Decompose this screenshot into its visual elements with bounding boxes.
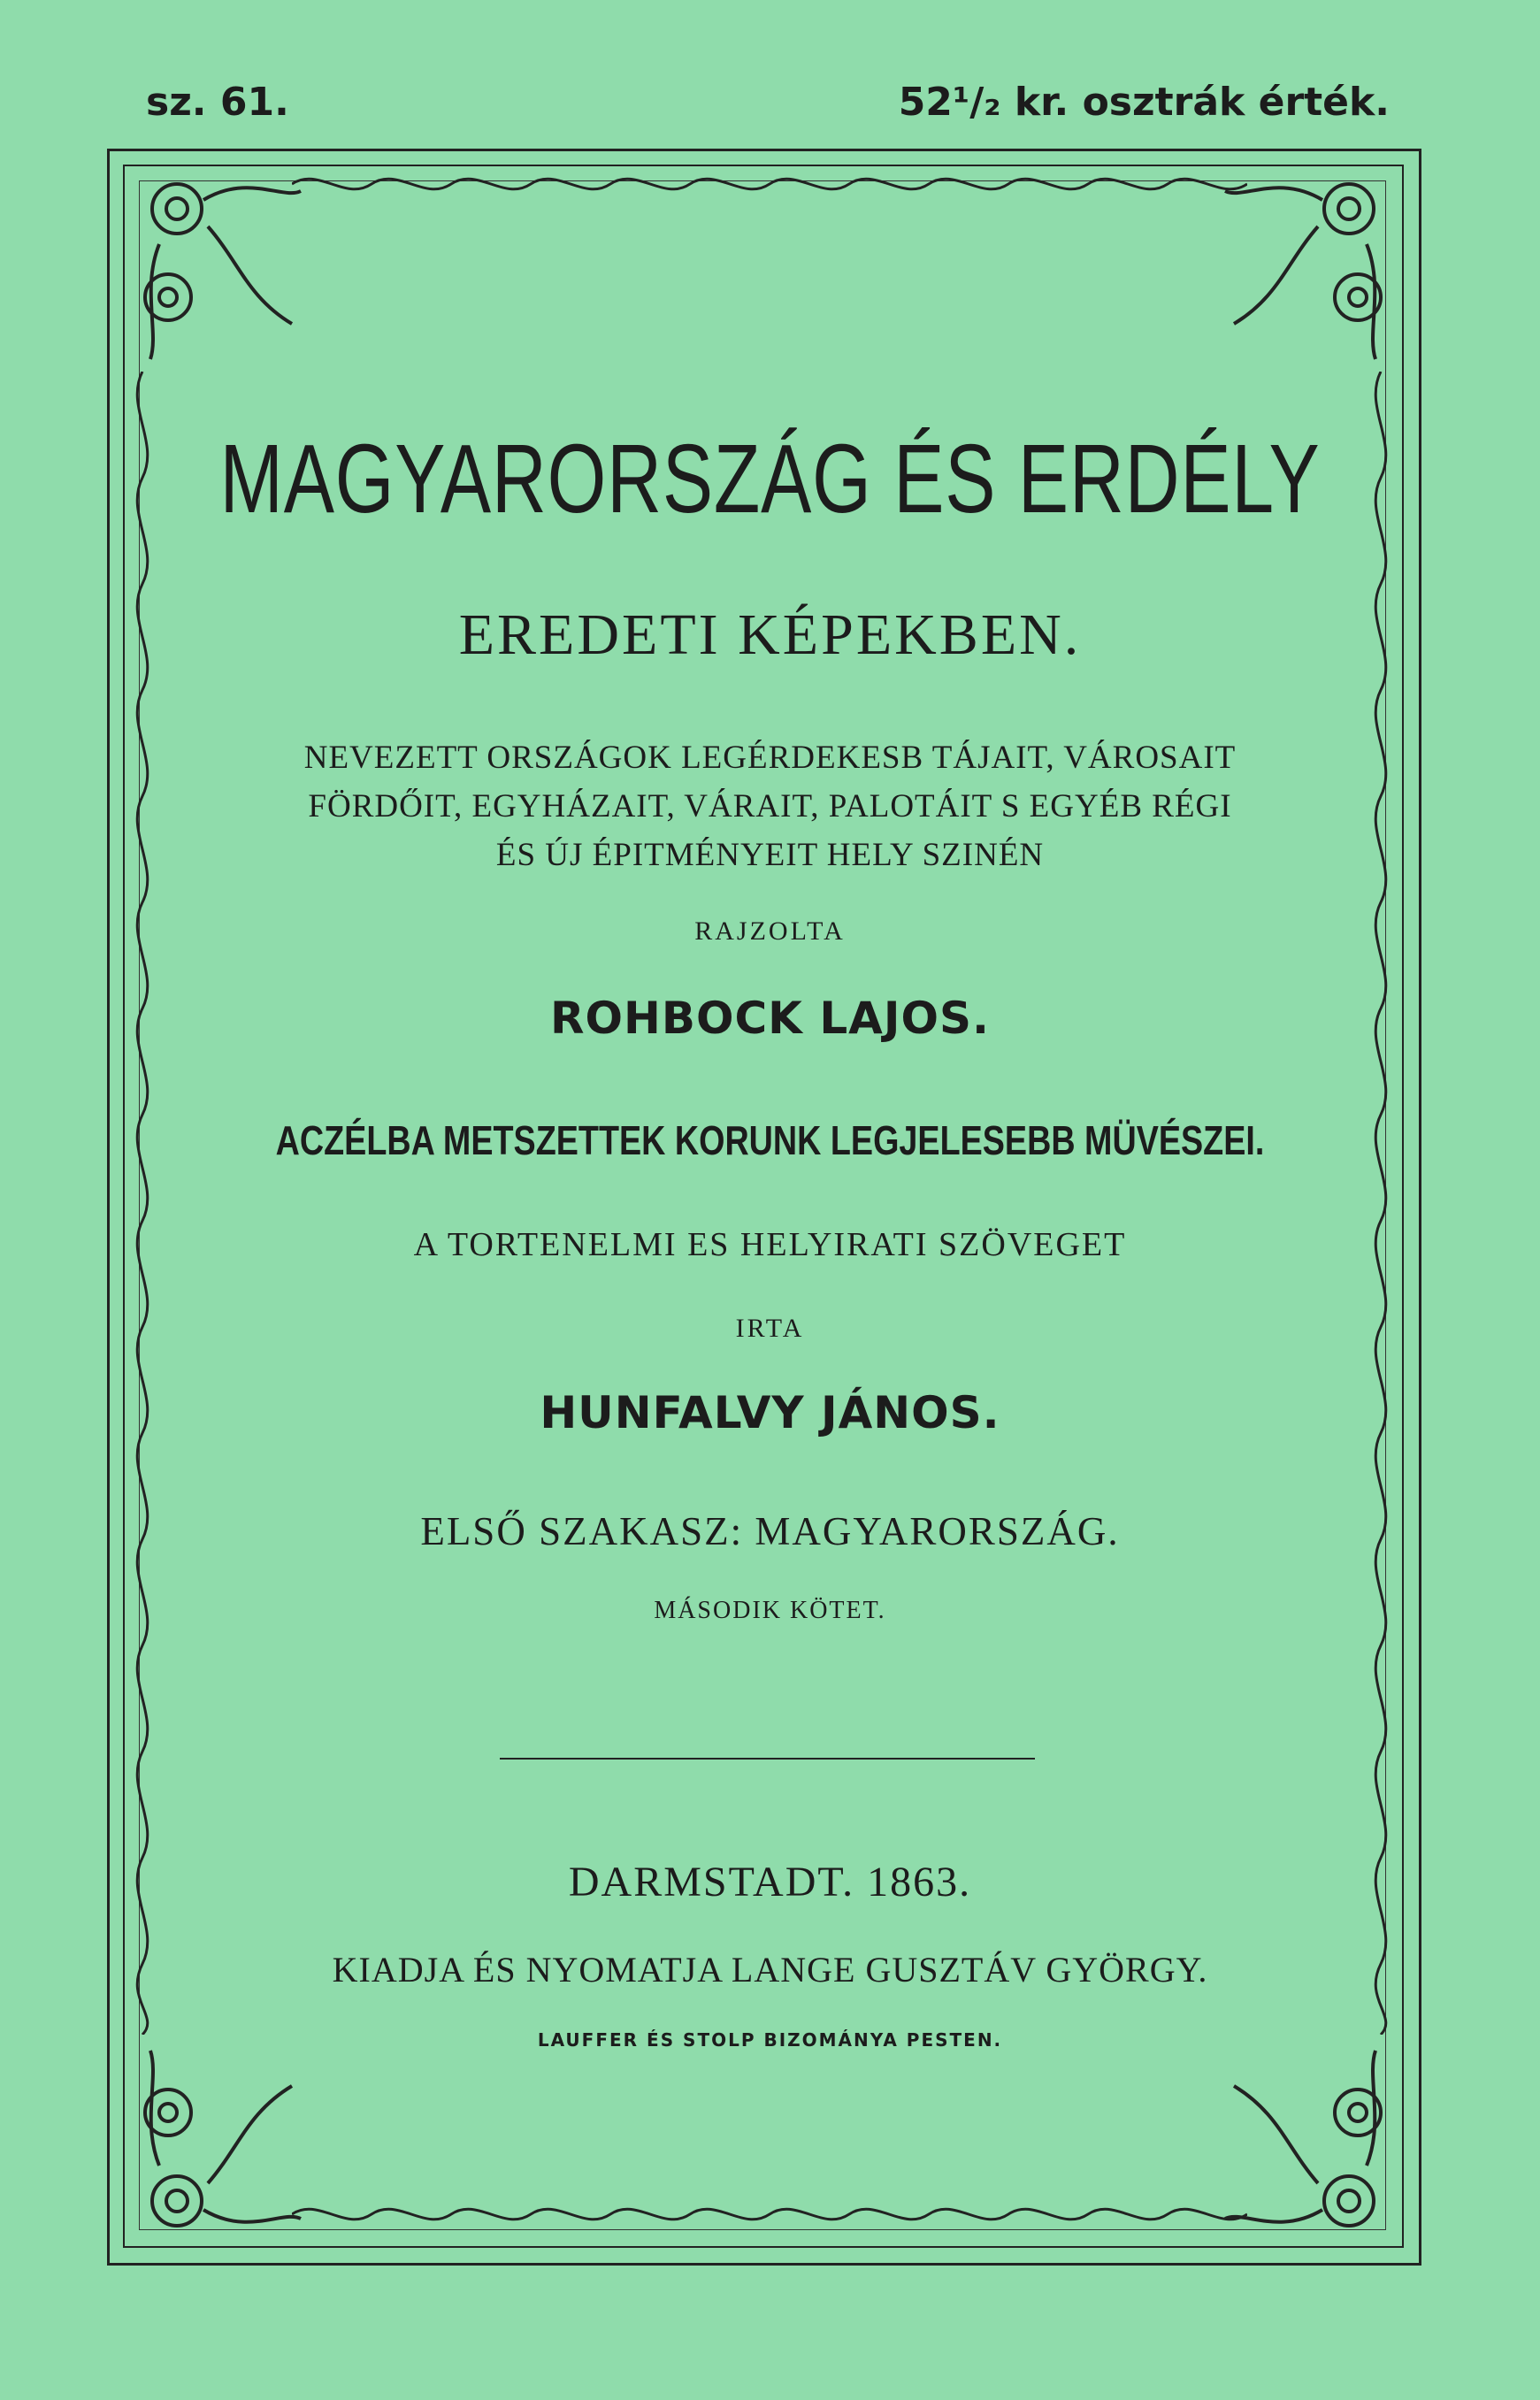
drawn-by-label: RAJZOLTA [694, 916, 846, 946]
place-year: DARMSTADT. 1863. [568, 1859, 972, 1905]
section-title: ELSŐ SZAKASZ: MAGYARORSZÁG. [420, 1509, 1120, 1553]
description-line-2: FÖRDŐIT, EGYHÁZAIT, VÁRAIT, PALOTÁIT S EGYÉB RÉGI [308, 788, 1232, 824]
text-label: A TORTENELMI ES HELYIRATI SZÖVEGET [413, 1226, 1127, 1263]
author-name: HUNFALVY JÁNOS. [540, 1387, 1000, 1438]
book-title: MAGYARORSZÁG ÉS ERDÉLY [219, 425, 1321, 533]
issue-number: sz. 61. [146, 80, 289, 125]
divider-rule [500, 1758, 1035, 1760]
publisher-line: KIADJA ÉS NYOMATJA LANGE GUSZTÁV GYÖRGY. [332, 1950, 1208, 1990]
description-line-1: NEVEZETT ORSZÁGOK LEGÉRDEKESB TÁJAIT, VÁROSAIT [303, 740, 1237, 776]
bottom-right-corner-ornament [1216, 2042, 1402, 2245]
top-right-corner-ornament [1216, 165, 1402, 368]
price: 52¹/₂ kr. osztrák érték. [898, 80, 1390, 125]
top-left-corner-ornament [124, 165, 310, 368]
volume-label: MÁSODIK KÖTET. [654, 1597, 886, 1624]
description-line-3: ÉS ÚJ ÉPITMÉNYEIT HELY SZINÉN [495, 837, 1045, 873]
book-subtitle: EREDETI KÉPEKBEN. [458, 602, 1082, 667]
artist-name: ROHBOCK LAJOS. [550, 993, 990, 1044]
top-scroll-band [292, 166, 1247, 202]
engravers-line: ACZÉLBA METSZETTEK KORUNK LEGJELESEBB MÜVÉSZEI. [275, 1117, 1265, 1163]
agents-line: LAUFFER ÉS STOLP BIZOMÁNYA PESTEN. [537, 2029, 1003, 2051]
written-by-label: IRTA [735, 1314, 805, 1343]
bottom-scroll-band [292, 2197, 1247, 2232]
bottom-left-corner-ornament [124, 2042, 310, 2245]
